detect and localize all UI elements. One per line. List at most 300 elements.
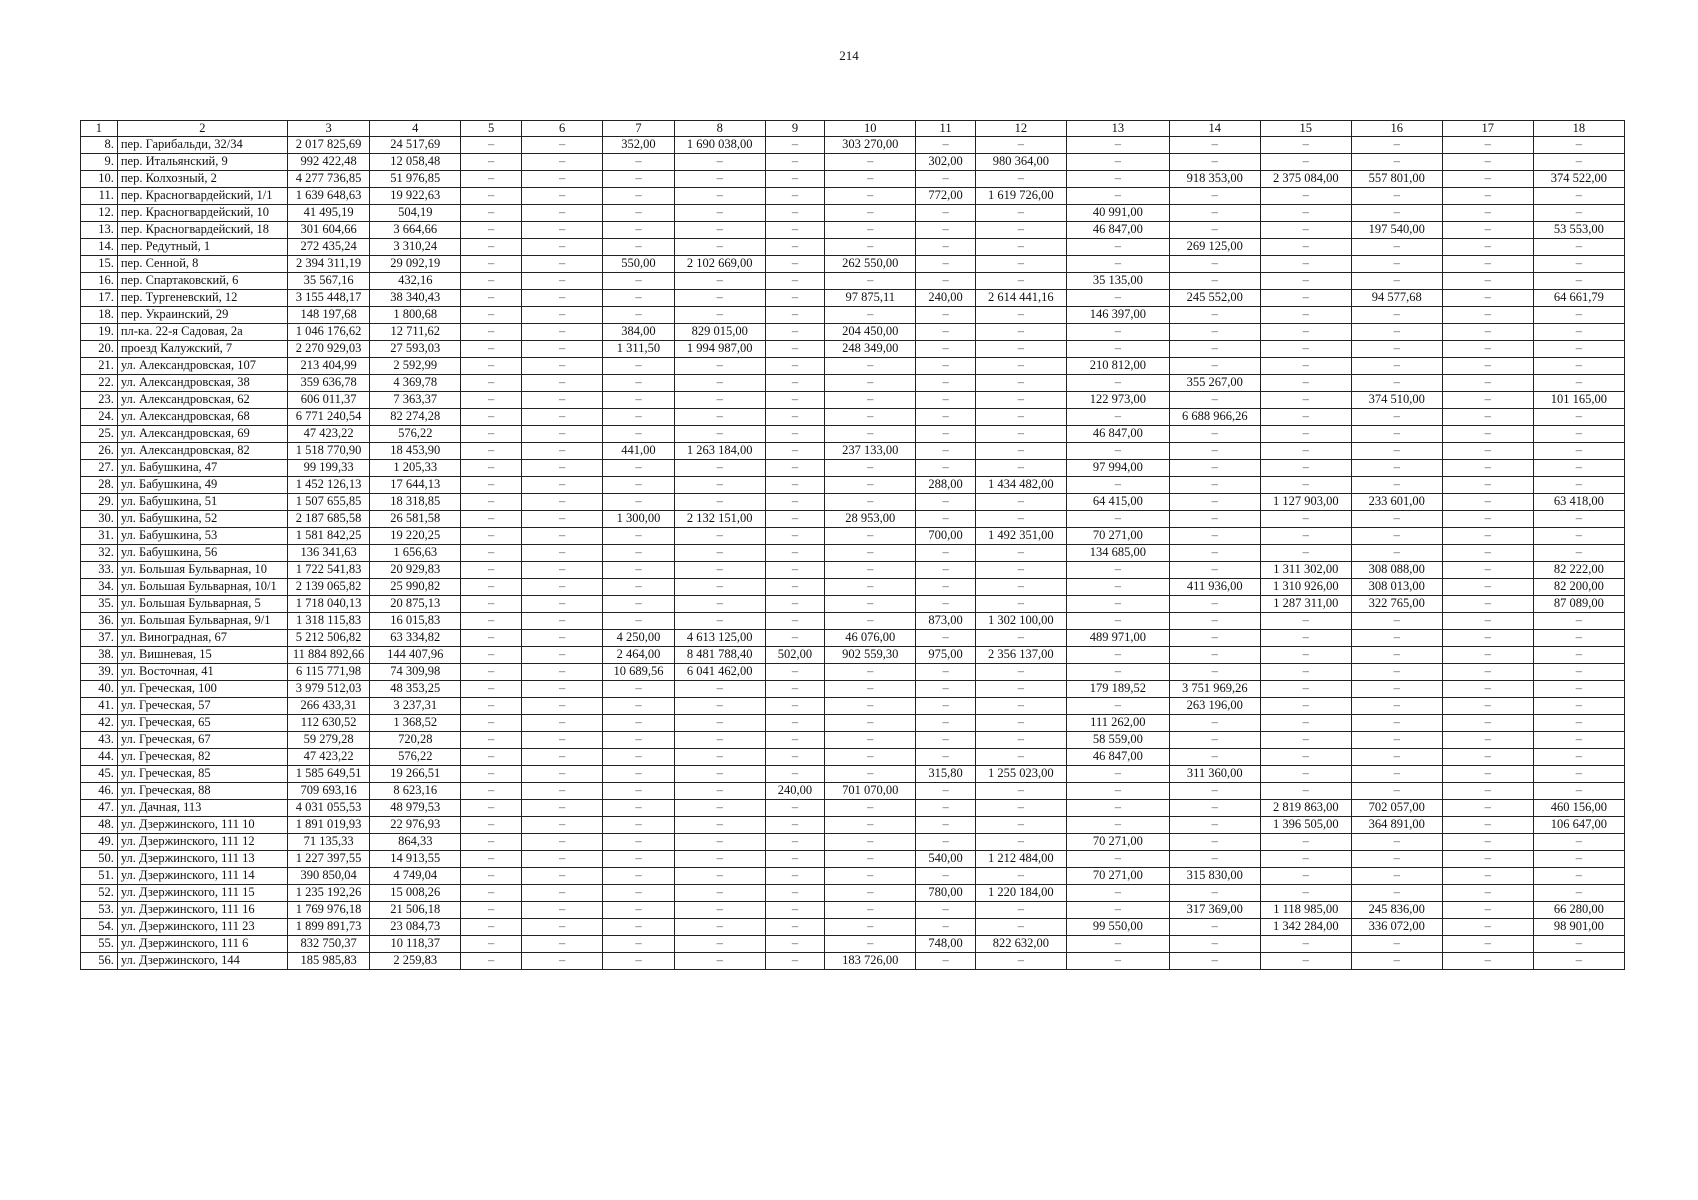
register-table: [80, 120, 1625, 970]
value-cell: –: [1260, 868, 1351, 885]
value-cell: 3 155 448,17: [287, 290, 369, 307]
table-row: [81, 443, 1625, 460]
value-cell: –: [1442, 613, 1533, 630]
value-cell: –: [603, 698, 675, 715]
value-cell: –: [1066, 375, 1169, 392]
value-cell: –: [916, 307, 976, 324]
value-cell: –: [674, 562, 765, 579]
value-cell: 38 340,43: [370, 290, 461, 307]
value-cell: 12 711,62: [370, 324, 461, 341]
address-cell: ул. Большая Бульварная, 9/1: [117, 613, 287, 630]
value-cell: –: [461, 290, 522, 307]
value-cell: 315,80: [916, 766, 976, 783]
address-cell: ул. Дзержинского, 144: [117, 953, 287, 970]
value-cell: –: [1442, 392, 1533, 409]
value-cell: –: [1260, 290, 1351, 307]
value-cell: –: [1351, 375, 1442, 392]
value-cell: 19 266,51: [370, 766, 461, 783]
value-cell: 70 271,00: [1066, 868, 1169, 885]
table-row: [81, 392, 1625, 409]
value-cell: 40 991,00: [1066, 205, 1169, 222]
value-cell: 3 979 512,03: [287, 681, 369, 698]
value-cell: –: [765, 579, 825, 596]
value-cell: –: [521, 953, 602, 970]
value-cell: –: [765, 698, 825, 715]
value-cell: –: [461, 698, 522, 715]
value-cell: 48 979,53: [370, 800, 461, 817]
row-number-cell: 11.: [81, 188, 118, 205]
value-cell: –: [1169, 137, 1260, 154]
value-cell: –: [1442, 273, 1533, 290]
value-cell: –: [1169, 392, 1260, 409]
value-cell: –: [1351, 256, 1442, 273]
value-cell: –: [521, 205, 602, 222]
value-cell: –: [1533, 137, 1624, 154]
value-cell: 1 310 926,00: [1260, 579, 1351, 596]
value-cell: –: [825, 919, 916, 936]
value-cell: –: [825, 817, 916, 834]
value-cell: –: [1351, 239, 1442, 256]
value-cell: –: [825, 834, 916, 851]
column-header-17: 17: [1442, 121, 1533, 137]
value-cell: –: [825, 222, 916, 239]
value-cell: –: [521, 188, 602, 205]
row-number-cell: 16.: [81, 273, 118, 290]
value-cell: 35 567,16: [287, 273, 369, 290]
value-cell: –: [461, 868, 522, 885]
value-cell: –: [674, 868, 765, 885]
value-cell: –: [1533, 188, 1624, 205]
value-cell: 20 875,13: [370, 596, 461, 613]
column-header-13: 13: [1066, 121, 1169, 137]
value-cell: 240,00: [765, 783, 825, 800]
value-cell: –: [1260, 358, 1351, 375]
value-cell: –: [1169, 630, 1260, 647]
row-number-cell: 50.: [81, 851, 118, 868]
value-cell: –: [521, 834, 602, 851]
address-cell: ул. Дзержинского, 111 12: [117, 834, 287, 851]
row-number-cell: 18.: [81, 307, 118, 324]
value-cell: 58 559,00: [1066, 732, 1169, 749]
value-cell: –: [674, 834, 765, 851]
value-cell: –: [825, 392, 916, 409]
value-cell: –: [1169, 341, 1260, 358]
row-number-cell: 21.: [81, 358, 118, 375]
value-cell: –: [975, 783, 1066, 800]
value-cell: 245 836,00: [1351, 902, 1442, 919]
value-cell: 832 750,37: [287, 936, 369, 953]
value-cell: –: [521, 341, 602, 358]
value-cell: –: [1169, 188, 1260, 205]
value-cell: –: [975, 341, 1066, 358]
value-cell: 82 222,00: [1533, 562, 1624, 579]
column-header-18: 18: [1533, 121, 1624, 137]
value-cell: –: [1169, 324, 1260, 341]
value-cell: –: [765, 953, 825, 970]
table-row: [81, 749, 1625, 766]
value-cell: –: [825, 477, 916, 494]
value-cell: –: [603, 851, 675, 868]
column-header-2: 2: [117, 121, 287, 137]
value-cell: –: [1442, 307, 1533, 324]
value-cell: –: [825, 528, 916, 545]
value-cell: –: [1533, 732, 1624, 749]
value-cell: –: [461, 205, 522, 222]
value-cell: –: [1533, 477, 1624, 494]
address-cell: пер. Красногвардейский, 18: [117, 222, 287, 239]
value-cell: –: [1169, 273, 1260, 290]
value-cell: 374 510,00: [1351, 392, 1442, 409]
row-number-cell: 37.: [81, 630, 118, 647]
value-cell: –: [765, 137, 825, 154]
value-cell: –: [825, 171, 916, 188]
value-cell: –: [461, 273, 522, 290]
address-cell: проезд Калужский, 7: [117, 341, 287, 358]
value-cell: –: [765, 749, 825, 766]
value-cell: –: [765, 477, 825, 494]
value-cell: –: [1169, 596, 1260, 613]
value-cell: –: [1169, 919, 1260, 936]
row-number-cell: 29.: [81, 494, 118, 511]
value-cell: –: [461, 392, 522, 409]
value-cell: 2 132 151,00: [674, 511, 765, 528]
value-cell: 97 875,11: [825, 290, 916, 307]
value-cell: –: [1260, 324, 1351, 341]
value-cell: –: [916, 171, 976, 188]
value-cell: –: [674, 936, 765, 953]
value-cell: –: [1066, 851, 1169, 868]
value-cell: –: [674, 681, 765, 698]
value-cell: –: [916, 681, 976, 698]
value-cell: 1 255 023,00: [975, 766, 1066, 783]
address-cell: ул. Дачная, 113: [117, 800, 287, 817]
value-cell: –: [975, 375, 1066, 392]
value-cell: 98 901,00: [1533, 919, 1624, 936]
value-cell: –: [521, 375, 602, 392]
value-cell: –: [1169, 528, 1260, 545]
row-number-cell: 32.: [81, 545, 118, 562]
column-header-7: 7: [603, 121, 675, 137]
value-cell: 6 041 462,00: [674, 664, 765, 681]
value-cell: –: [521, 239, 602, 256]
address-cell: ул. Вишневая, 15: [117, 647, 287, 664]
value-cell: –: [521, 256, 602, 273]
table-row: [81, 137, 1625, 154]
value-cell: –: [975, 562, 1066, 579]
address-cell: ул. Александровская, 69: [117, 426, 287, 443]
value-cell: 411 936,00: [1169, 579, 1260, 596]
value-cell: 308 013,00: [1351, 579, 1442, 596]
value-cell: –: [765, 307, 825, 324]
value-cell: –: [1260, 188, 1351, 205]
value-cell: 303 270,00: [825, 137, 916, 154]
value-cell: –: [975, 732, 1066, 749]
value-cell: –: [603, 358, 675, 375]
value-cell: –: [975, 800, 1066, 817]
value-cell: –: [674, 732, 765, 749]
value-cell: –: [765, 205, 825, 222]
value-cell: –: [521, 919, 602, 936]
value-cell: 700,00: [916, 528, 976, 545]
value-cell: –: [916, 511, 976, 528]
value-cell: –: [1066, 885, 1169, 902]
value-cell: 992 422,48: [287, 154, 369, 171]
value-cell: –: [603, 239, 675, 256]
page-number: 214: [839, 48, 859, 63]
value-cell: 2 614 441,16: [975, 290, 1066, 307]
value-cell: 59 279,28: [287, 732, 369, 749]
value-cell: –: [975, 307, 1066, 324]
value-cell: –: [521, 766, 602, 783]
value-cell: –: [1066, 341, 1169, 358]
value-cell: 1 891 019,93: [287, 817, 369, 834]
value-cell: –: [916, 205, 976, 222]
value-cell: –: [825, 698, 916, 715]
value-cell: –: [674, 919, 765, 936]
value-cell: –: [765, 511, 825, 528]
value-cell: –: [461, 919, 522, 936]
value-cell: 301 604,66: [287, 222, 369, 239]
value-cell: –: [1260, 766, 1351, 783]
row-number-cell: 41.: [81, 698, 118, 715]
value-cell: 720,28: [370, 732, 461, 749]
value-cell: –: [1351, 647, 1442, 664]
value-cell: –: [674, 154, 765, 171]
value-cell: 18 453,90: [370, 443, 461, 460]
value-cell: –: [1351, 613, 1442, 630]
value-cell: –: [765, 936, 825, 953]
value-cell: –: [765, 273, 825, 290]
value-cell: 1 368,52: [370, 715, 461, 732]
value-cell: 390 850,04: [287, 868, 369, 885]
value-cell: –: [825, 936, 916, 953]
value-cell: –: [1351, 460, 1442, 477]
value-cell: –: [916, 953, 976, 970]
value-cell: –: [975, 392, 1066, 409]
row-number-cell: 19.: [81, 324, 118, 341]
column-header-11: 11: [916, 121, 976, 137]
value-cell: 70 271,00: [1066, 834, 1169, 851]
value-cell: 2 017 825,69: [287, 137, 369, 154]
value-cell: –: [521, 596, 602, 613]
value-cell: 352,00: [603, 137, 675, 154]
value-cell: –: [1169, 664, 1260, 681]
value-cell: 20 929,83: [370, 562, 461, 579]
value-cell: –: [521, 936, 602, 953]
value-cell: –: [674, 800, 765, 817]
value-cell: –: [1260, 137, 1351, 154]
value-cell: 975,00: [916, 647, 976, 664]
value-cell: –: [674, 851, 765, 868]
value-cell: 19 922,63: [370, 188, 461, 205]
value-cell: –: [1260, 239, 1351, 256]
value-cell: –: [1066, 290, 1169, 307]
value-cell: –: [603, 562, 675, 579]
value-cell: –: [461, 460, 522, 477]
table-row: [81, 800, 1625, 817]
address-cell: ул. Греческая, 57: [117, 698, 287, 715]
value-cell: 557 801,00: [1351, 171, 1442, 188]
value-cell: 504,19: [370, 205, 461, 222]
value-cell: –: [1260, 545, 1351, 562]
value-cell: 233 601,00: [1351, 494, 1442, 511]
value-cell: 10 118,37: [370, 936, 461, 953]
value-cell: 14 913,55: [370, 851, 461, 868]
value-cell: 24 517,69: [370, 137, 461, 154]
row-number-cell: 13.: [81, 222, 118, 239]
row-number-cell: 17.: [81, 290, 118, 307]
table-row: [81, 545, 1625, 562]
table-row: [81, 358, 1625, 375]
value-cell: –: [1066, 613, 1169, 630]
value-cell: –: [916, 664, 976, 681]
value-cell: –: [1260, 222, 1351, 239]
table-row: [81, 613, 1625, 630]
value-cell: –: [1260, 528, 1351, 545]
value-cell: –: [461, 511, 522, 528]
value-cell: 550,00: [603, 256, 675, 273]
address-cell: пл-ка. 22-я Садовая, 2а: [117, 324, 287, 341]
table-row: [81, 681, 1625, 698]
value-cell: 1 342 284,00: [1260, 919, 1351, 936]
address-cell: ул. Александровская, 68: [117, 409, 287, 426]
row-number-cell: 39.: [81, 664, 118, 681]
value-cell: –: [1442, 171, 1533, 188]
value-cell: –: [1533, 358, 1624, 375]
value-cell: –: [916, 341, 976, 358]
value-cell: –: [765, 188, 825, 205]
row-number-cell: 20.: [81, 341, 118, 358]
address-cell: ул. Большая Бульварная, 10/1: [117, 579, 287, 596]
value-cell: –: [461, 341, 522, 358]
value-cell: –: [765, 426, 825, 443]
value-cell: –: [765, 443, 825, 460]
value-cell: –: [1351, 324, 1442, 341]
value-cell: –: [603, 579, 675, 596]
value-cell: –: [975, 868, 1066, 885]
value-cell: –: [1169, 511, 1260, 528]
value-cell: –: [1351, 443, 1442, 460]
value-cell: –: [765, 715, 825, 732]
value-cell: –: [1442, 409, 1533, 426]
value-cell: –: [975, 630, 1066, 647]
value-cell: –: [916, 800, 976, 817]
value-cell: –: [674, 766, 765, 783]
value-cell: –: [765, 834, 825, 851]
value-cell: 1 220 184,00: [975, 885, 1066, 902]
value-cell: 1 518 770,90: [287, 443, 369, 460]
value-cell: 1 507 655,85: [287, 494, 369, 511]
value-cell: –: [1260, 392, 1351, 409]
value-cell: –: [825, 749, 916, 766]
value-cell: –: [1260, 409, 1351, 426]
value-cell: –: [603, 154, 675, 171]
value-cell: –: [1533, 834, 1624, 851]
value-cell: –: [1169, 307, 1260, 324]
value-cell: –: [825, 239, 916, 256]
value-cell: –: [674, 171, 765, 188]
value-cell: –: [975, 494, 1066, 511]
value-cell: 1 994 987,00: [674, 341, 765, 358]
value-cell: –: [1442, 681, 1533, 698]
value-cell: –: [916, 324, 976, 341]
value-cell: –: [825, 800, 916, 817]
value-cell: –: [521, 885, 602, 902]
value-cell: 460 156,00: [1533, 800, 1624, 817]
value-cell: 237 133,00: [825, 443, 916, 460]
table-row: [81, 868, 1625, 885]
value-cell: –: [825, 902, 916, 919]
value-cell: –: [1260, 783, 1351, 800]
value-cell: 1 492 351,00: [975, 528, 1066, 545]
value-cell: 82 274,28: [370, 409, 461, 426]
value-cell: –: [975, 256, 1066, 273]
address-cell: пер. Тургеневский, 12: [117, 290, 287, 307]
value-cell: 2 592,99: [370, 358, 461, 375]
value-cell: –: [916, 256, 976, 273]
value-cell: –: [1533, 341, 1624, 358]
value-cell: 262 550,00: [825, 256, 916, 273]
value-cell: –: [674, 817, 765, 834]
value-cell: –: [765, 562, 825, 579]
value-cell: –: [461, 885, 522, 902]
value-cell: –: [1442, 817, 1533, 834]
value-cell: –: [674, 953, 765, 970]
value-cell: 748,00: [916, 936, 976, 953]
value-cell: 15 008,26: [370, 885, 461, 902]
table-row: [81, 885, 1625, 902]
value-cell: 18 318,85: [370, 494, 461, 511]
value-cell: –: [975, 902, 1066, 919]
value-cell: 25 990,82: [370, 579, 461, 596]
value-cell: 29 092,19: [370, 256, 461, 273]
value-cell: –: [674, 885, 765, 902]
value-cell: –: [825, 358, 916, 375]
address-cell: ул. Дзержинского, 111 10: [117, 817, 287, 834]
value-cell: 1 434 482,00: [975, 477, 1066, 494]
value-cell: –: [1351, 273, 1442, 290]
value-cell: –: [603, 171, 675, 188]
value-cell: –: [1260, 732, 1351, 749]
value-cell: 28 953,00: [825, 511, 916, 528]
value-cell: –: [1066, 256, 1169, 273]
column-header-5: 5: [461, 121, 522, 137]
value-cell: –: [674, 239, 765, 256]
value-cell: –: [1442, 596, 1533, 613]
value-cell: –: [1442, 324, 1533, 341]
value-cell: –: [1260, 460, 1351, 477]
value-cell: –: [603, 596, 675, 613]
row-number-cell: 9.: [81, 154, 118, 171]
value-cell: –: [674, 477, 765, 494]
value-cell: –: [674, 290, 765, 307]
table-row: [81, 375, 1625, 392]
address-cell: ул. Дзержинского, 111 15: [117, 885, 287, 902]
value-cell: –: [916, 239, 976, 256]
row-number-cell: 33.: [81, 562, 118, 579]
value-cell: –: [674, 613, 765, 630]
value-cell: 780,00: [916, 885, 976, 902]
value-cell: –: [674, 494, 765, 511]
row-number-cell: 48.: [81, 817, 118, 834]
table-row: [81, 460, 1625, 477]
value-cell: –: [975, 545, 1066, 562]
value-cell: 245 552,00: [1169, 290, 1260, 307]
value-cell: –: [1260, 375, 1351, 392]
value-cell: –: [916, 579, 976, 596]
value-cell: –: [1533, 205, 1624, 222]
value-cell: –: [461, 732, 522, 749]
